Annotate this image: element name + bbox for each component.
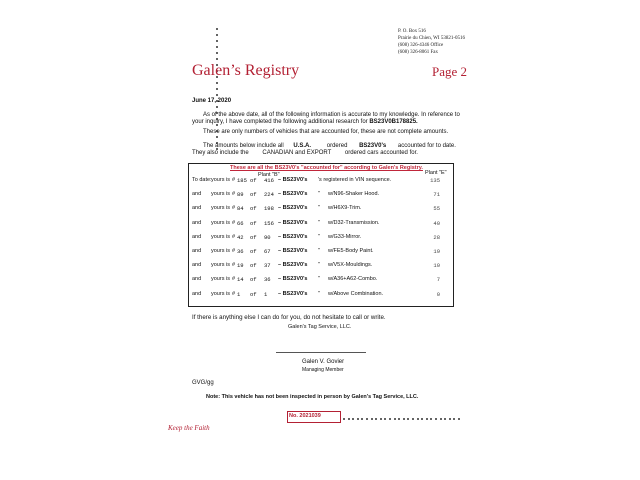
row-of: of [250,177,257,184]
initials: GVG/gg [192,380,214,386]
row-plant-e: 19 [433,248,440,255]
plant-b-label: Plant "B" [258,172,280,178]
row-ditto: " [318,191,320,198]
row-prefix: and [192,233,202,240]
para4 [192,150,418,156]
certificate-number: No. 2021039 [289,413,321,419]
row-hash: # [232,205,236,212]
row-number: 19 [237,262,244,270]
row-yours-is: yours is [211,219,230,226]
row-model: – BS23V0's [278,191,308,198]
vin-number: BS23V0B178825. [369,119,418,125]
row-yours-is: yours is [211,262,230,269]
row-description: w/G33-Mirror. [328,233,362,240]
row-model: – BS23V0's [278,290,308,297]
para3-part1: The amounts below include all [203,143,284,149]
letter-date: June 17, 2020 [192,98,232,104]
row-plant-e: 55 [433,205,440,213]
signer-name: Galen V. Govier [302,359,345,365]
row-number: 1 [237,290,241,298]
trailing-dot [384,418,386,420]
trailing-dot [357,418,359,420]
company-name: Galen's Tag Service, LLC. [288,324,352,330]
trailing-dot [430,418,432,420]
trailing-dot [412,418,414,420]
signer-role: Managing Member [302,367,344,373]
row-number: 66 [237,219,244,227]
row-hash: # [232,177,236,183]
row-prefix: and [192,205,202,212]
row-number: 84 [237,205,244,213]
trailing-dot [440,418,442,420]
trailing-dot [343,418,345,420]
row-ditto: " [318,233,320,240]
address-line: Prairie du Chien, WI 53821-0516 [398,36,465,41]
address-line: P. O. Box 516 [398,29,426,34]
row-prefix: and [192,248,202,254]
row-prefix: and [192,219,202,226]
row-of: of [250,248,257,255]
row-description: w/FE5-Body Paint. [328,248,374,254]
row-plant-e: 40 [433,219,440,227]
registry-title: Galen’s Registry [192,62,300,79]
row-number: 185 [237,177,247,184]
trailing-dot [361,418,363,420]
trailing-dot [417,418,419,420]
row-total: 36 [264,276,271,284]
row-description: w/D32-Transmission. [328,219,380,226]
trailing-dot [394,418,396,420]
para3-model: BS23V0's [359,143,387,149]
row-hash: # [232,290,236,297]
trailing-dot [403,418,405,420]
row-hash: # [232,262,236,269]
row-plant-e: 71 [433,191,440,199]
row-plant-e: 10 [433,262,440,270]
para4-canadian: CANADIAN and EXPORT [262,150,332,156]
trailing-dot [366,418,368,420]
row-model: – BS23V0's [278,248,308,254]
row-hash: # [232,276,236,283]
trailing-dot [371,418,373,420]
row-hash: # [232,219,236,226]
row-prefix: and [192,276,202,283]
row-plant-e: 7 [436,276,440,284]
row-description: w/H6X9-Trim. [328,205,362,212]
trailing-dot [352,418,354,420]
row-of: of [250,205,257,213]
para3-country: U.S.A. [293,143,312,149]
para1-line2 [192,119,418,125]
trailing-dot [453,418,455,420]
row-description: 's registered in VIN sequence. [318,177,392,183]
row-hash: # [232,248,236,254]
trailing-dot [449,418,451,420]
trailing-dot [389,418,391,420]
row-model: – BS23V0's [278,233,308,240]
para1-line2-prefix: your inquiry, I have completed the following additional research for [192,119,370,125]
row-total: 224 [264,191,274,199]
row-model: – BS23V0's [278,276,308,283]
row-total: 90 [264,233,271,241]
row-yours-is: yours is [211,177,230,183]
row-number: 89 [237,191,244,199]
trailing-dot [380,418,382,420]
table-header: These are all the BS23V0's "accounted for" according to Galen's Registry. [230,165,423,171]
row-of: of [250,191,257,199]
row-of: of [250,233,257,241]
trailing-dot [426,418,428,420]
row-description: w/N96-Shaker Hood. [328,191,380,198]
row-description: w/V5X-Mouldings. [328,262,373,269]
row-description: w/A36+A62-Combo. [328,276,378,283]
row-hash: # [232,233,236,240]
row-total: 156 [264,219,274,227]
row-number: 14 [237,276,244,284]
trailing-dot [435,418,437,420]
row-number: 42 [237,233,244,241]
row-yours-is: yours is [211,191,230,198]
row-total: 198 [264,205,274,213]
row-prefix: and [192,262,202,269]
row-prefix: and [192,290,202,297]
row-model: – BS23V0's [278,219,308,226]
trailing-dot [407,418,409,420]
row-ditto: " [318,276,320,283]
row-model: – BS23V0's [278,177,308,183]
address-line: (608) 326-8061 Fax [398,50,438,55]
letterhead-dots [216,28,220,154]
trailing-dot [421,418,423,420]
page-number: Page 2 [432,64,468,79]
para3 [203,143,456,149]
para3-part3: accounted for to date. [397,143,456,149]
row-ditto: " [318,219,320,226]
row-description: w/Above Combination. [328,290,384,297]
row-yours-is: yours is [211,276,230,283]
row-prefix: To date: [192,177,212,183]
row-number: 36 [237,248,244,255]
letterhead-address [398,28,465,56]
row-yours-is: yours is [211,248,230,254]
trailing-dot [444,418,446,420]
row-ditto: " [318,262,320,269]
row-of: of [250,219,257,227]
row-yours-is: yours is [211,233,230,240]
para1-line1: As of the above date, all of the following information is accurate to my knowledge. In reference to [203,112,460,118]
row-total: 1 [264,290,268,298]
row-hash: # [232,191,236,198]
trailing-dot [458,418,460,420]
row-total: 67 [264,248,271,255]
para4-part2: ordered cars accounted for. [344,150,418,156]
row-prefix: and [192,191,202,198]
row-of: of [250,262,257,270]
trailing-dot [375,418,377,420]
trailing-dot [348,418,350,420]
closing-line: If there is anything else I can do for you, do not hesitate to call or write. [192,314,386,321]
row-plant-e: 135 [430,177,440,184]
plant-e-label: Plant "E" [425,170,447,176]
para3-part2: ordered [326,143,348,149]
row-yours-is: yours is [211,290,230,297]
para2: These are only numbers of vehicles that are accounted for, these are not complete amounts. [203,129,449,135]
row-model: – BS23V0's [278,262,308,269]
row-yours-is: yours is [211,205,230,212]
row-ditto: " [318,290,320,297]
row-total: 416 [264,177,274,184]
row-ditto: " [318,205,320,212]
row-ditto: " [318,248,320,254]
row-of: of [250,290,257,298]
row-of: of [250,276,257,284]
row-plant-e: 0 [436,290,440,298]
signature-line [276,352,366,353]
row-model: – BS23V0's [278,205,308,212]
inspection-note: Note: This vehicle has not been inspected in person by Galen's Tag Service, LLC. [206,394,419,400]
motto: Keep the Faith [168,424,210,432]
trailing-dot [398,418,400,420]
row-total: 37 [264,262,271,270]
para4-part1: They also include the [192,150,249,156]
row-plant-e: 28 [433,233,440,241]
address-line: (608) 326-4346 Office [398,43,444,48]
